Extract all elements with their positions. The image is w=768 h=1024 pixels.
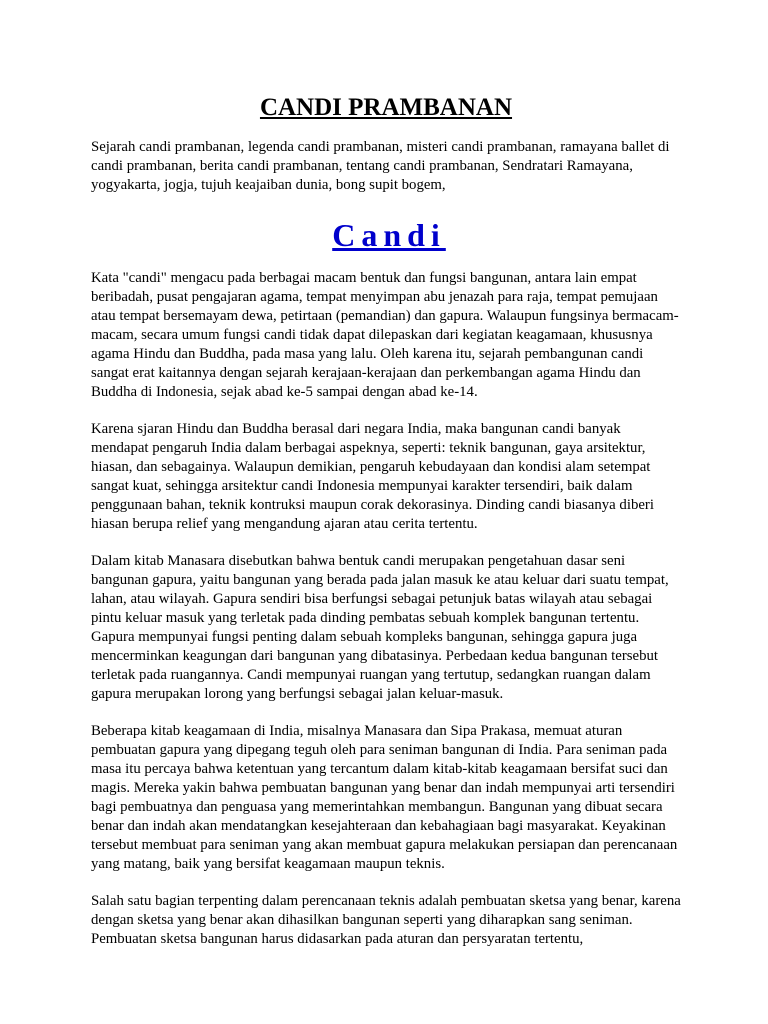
document-title: CANDI PRAMBANAN (259, 94, 513, 121)
paragraph-4: Beberapa kitab keagamaan di India, misalnya Manasara dan Sipa Prakasa, memuat aturan pembuatan gapura yang dipegang teguh oleh para seniman bangunan di India. Para seniman pada masa itu percaya bahwa ketentuan yang tercantum dalam kitab-kitab keagamaan bersifat suci dan magis. Mereka yakin bahwa pembuatan bangunan yang benar dan indah mempunyai arti tersendiri bagi pembuatnya dan penguasa yang memerintahkan membangun. Bangunan yang dibuat secara benar dan indah akan mendatangkan kesejahteraan dan kebahagiaan bagi masyarakat. Keyakinan tersebut membuat para seniman yang akan membuat gapura melakukan persiapan dan perencanaan yang matang, baik yang bersifat keagamaan maupun teknis. (91, 723, 678, 872)
document-page (91, 88, 681, 949)
paragraph-3: Dalam kitab Manasara disebutkan bahwa bentuk candi merupakan pengetahuan dasar seni bangunan gapura, yaitu bangunan yang berada pada jalan masuk ke atau keluar dari suatu tempat, lahan, atau wilayah. Gapura sendiri bisa berfungsi sebagai petunjuk batas wilayah atau sebagai pintu keluar masuk yang terletak pada dinding pembatas sebuah komplek bangunan tertentu. Gapura mempunyai fungsi penting dalam sebuah kompleks bangunan, sehingga gapura juga mencerminkan keagungan dari bangunan yang dibatasinya. Perbedaan kedua bangunan tersebut terletak pada ruangannya. Candi mempunyai ruangan yang tertutup, sedangkan ruangan dalam gapura merupakan lorong yang berfungsi sebagai jalan keluar-masuk. (91, 553, 669, 702)
paragraph-5: Salah satu bagian terpenting dalam perencanaan teknis adalah pembuatan sketsa yang benar, karena dengan sketsa yang benar akan dihasilkan bangunan seperti yang diharapkan sang seniman. Pembuatan sketsa bangunan harus didasarkan pada aturan dan persyaratan tertentu, (91, 893, 681, 947)
section-heading (91, 213, 681, 257)
intro-keywords: Sejarah candi prambanan, legenda candi prambanan, misteri candi prambanan, ramayana ballet di candi prambanan, berita candi prambanan, tentang candi prambanan, Sendratari Ramayana, yogyakarta, jogja, tujuh keajaiban dunia, bong supit bogem, (91, 139, 670, 193)
candi-heading-link[interactable]: Candi (332, 217, 446, 253)
paragraph-2: Karena sjaran Hindu dan Buddha berasal dari negara India, maka bangunan candi banyak mendapat pengaruh India dalam berbagai aspeknya, seperti: teknik bangunan, gaya arsitektur, hiasan, dan sebagainya. Walaupun demikian, pengaruh kebudayaan dan kondisi alam setempat sangat kuat, sehingga arsitektur candi Indonesia mempunyai karakter tersendiri, baik dalam penggunaan bahan, teknik kontruksi maupun corak dekorasinya. Dinding candi biasanya diberi hiasan berupa relief yang mengandung ajaran atau cerita tertentu. (91, 421, 654, 532)
paragraph-1: Kata "candi" mengacu pada berbagai macam bentuk dan fungsi bangunan, antara lain empat beribadah, pusat pengajaran agama, tempat menyimpan abu jenazah para raja, tempat pemujaan atau tempat bersemayam dewa, petirtaan (pemandian) dan gapura. Walaupun fungsinya bermacam-macam, secara umum fungsi candi tidak dapat dilepaskan dari kegiatan keagamaan, khususnya agama Hindu dan Buddha, pada masa yang lalu. Oleh karena itu, sejarah pembangunan candi sangat erat kaitannya dengan sejarah kerajaan-kerajaan dan perkembangan agama Hindu dan Buddha di Indonesia, sejak abad ke-5 sampai dengan abad ke-14. (91, 270, 679, 400)
